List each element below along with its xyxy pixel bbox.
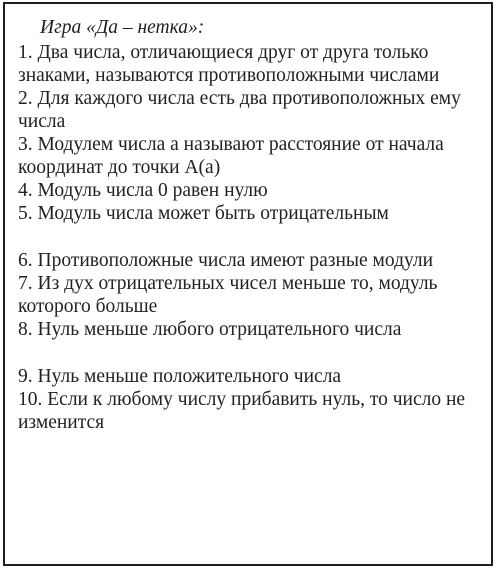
statement-4: 4. Модуль числа 0 равен нулю — [18, 180, 268, 201]
statement-1: 1. Два числа, отличающиеся друг от друга только знаками, называются противоположными числами — [18, 42, 440, 86]
statement-6: 6. Противоположные числа имеют разные модули — [18, 250, 434, 271]
spacer — [18, 225, 483, 249]
game-title: Игра «Да – нетка»: — [40, 17, 205, 38]
statement-8: 8. Нуль меньше любого отрицательного числа — [18, 319, 402, 340]
statement-9: 9. Нуль меньше положительного числа — [18, 366, 342, 387]
statement-2: 2. Для каждого числа есть два противоположных ему числа — [18, 88, 461, 132]
statement-3: 3. Модулем числа а называют расстояние от начала координат до точки А(а) — [18, 134, 444, 178]
question-box — [3, 2, 493, 566]
statement-5: 5. Модуль числа может быть отрицательным — [18, 203, 389, 224]
statement-7: 7. Из дух отрицательных чисел меньше то, модуль которого больше — [18, 273, 438, 317]
statement-10: 10. Если к любому числу прибавить нуль, то число не изменится — [18, 389, 466, 433]
spacer — [18, 341, 483, 365]
